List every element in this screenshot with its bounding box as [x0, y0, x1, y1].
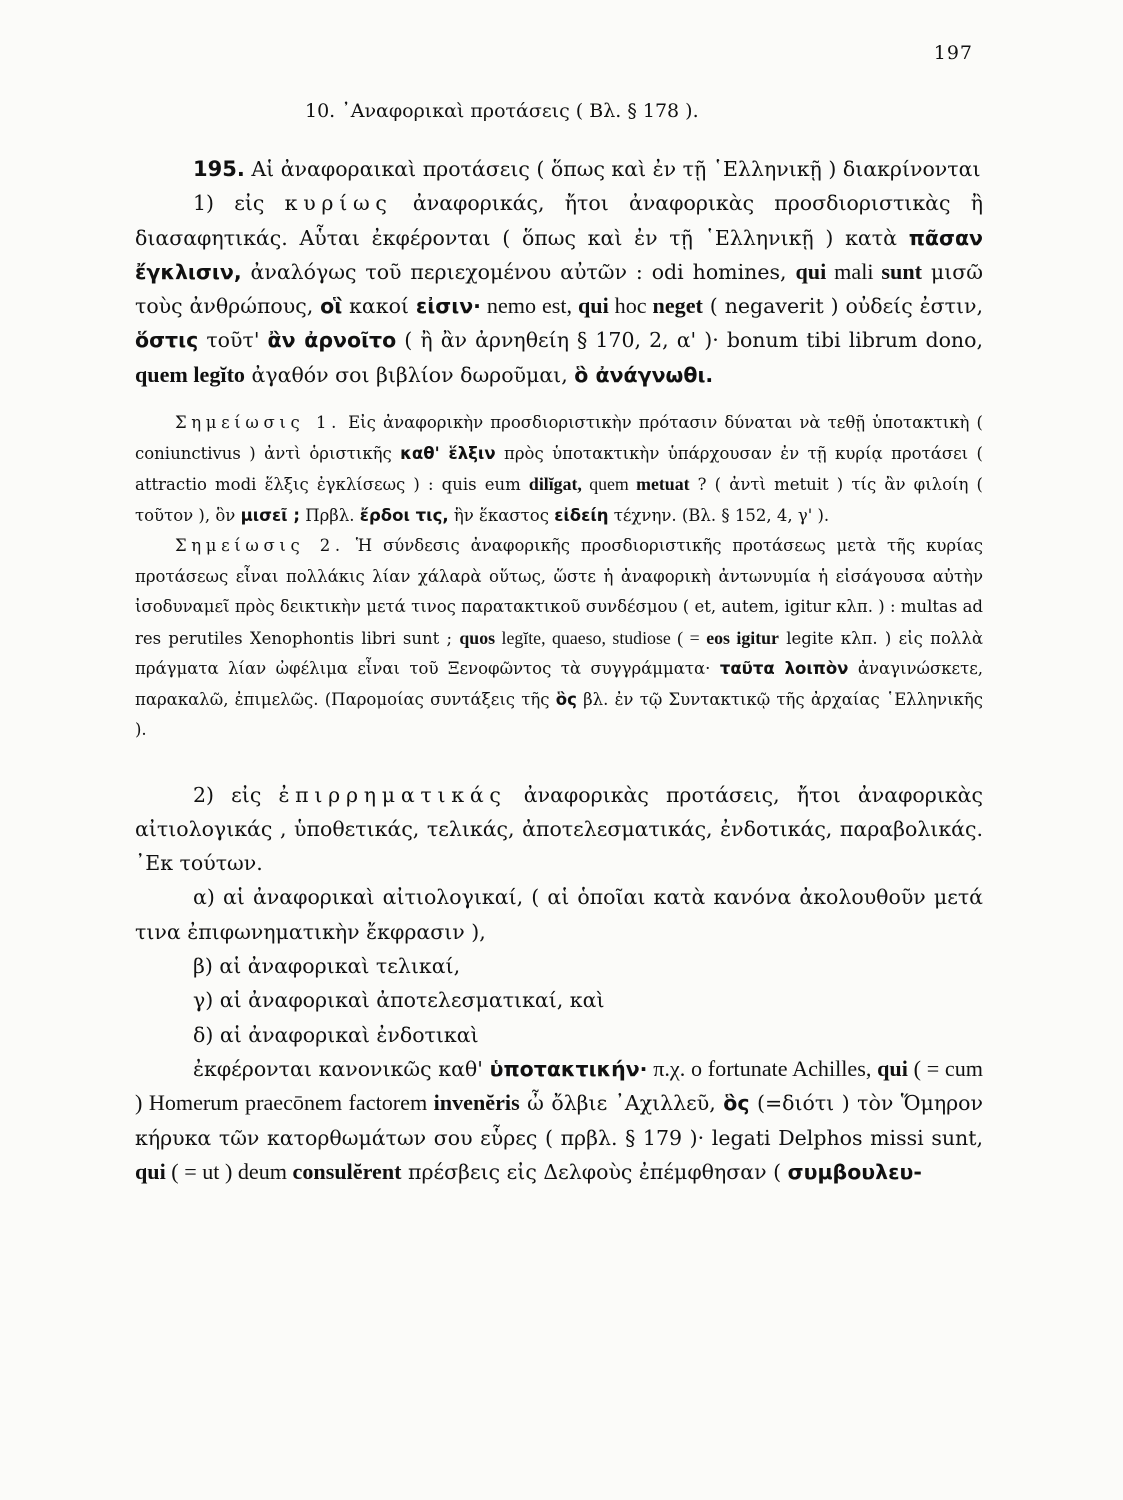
text: quem — [581, 474, 637, 495]
bold-term: συμβουλευ- — [787, 1159, 922, 1184]
text: ? ( ἀντὶ metuit ) τίς ἂν φιλοίη ( τοῦτον ), ὃν — [135, 475, 983, 525]
note-2 — [135, 531, 983, 746]
text: Αἱ ἀναφοραικαὶ προτάσεις ( ὅπως καὶ ἐν τῇ ῾Ελληνικῇ ) διακρίνονται — [244, 157, 981, 181]
text: πρέσβεις εἰς Δελφοὺς ἐπέμφθησαν ( — [401, 1159, 788, 1184]
paragraph-195-item-2 — [135, 778, 983, 881]
bold-term: εἰσιν· — [415, 294, 481, 319]
text: Εἰς ἀναφορικὴν προσδιοριστικὴν πρότασιν δύναται νὰ τεθῇ ὑποτακτικὴ ( coniunctivus ) ἀντὶ ὁριστικῆς — [135, 413, 983, 463]
text: ἣν ἕκαστος — [448, 505, 555, 525]
text: ( = ut ) deum — [165, 1158, 293, 1184]
paragraph-195-part-2 — [135, 778, 983, 1190]
bold-term: qui — [795, 258, 827, 284]
bold-term: ὃ ἀνάγνωθι. — [574, 362, 714, 387]
text: Ἡ σύνδεσις ἀναφορικῆς προσδιοριστικῆς προτάσεως μετὰ τῆς κυρίας προτάσεως εἶναι πολλάκις λίαν χάλαρὰ οὕτως, ὥστε ἡ ἀναφορικὴ ἀντωνυμία ἡ εἰσάγουσα αὐτὴν ἰσοδυναμεῖ πρὸς δεικτικὴν μετά τινος παρατακτικοῦ συνδέσμου ( et, autem, igitur κλπ. ) : multas ad res perutiles Xenophontis libri sunt ; — [135, 536, 983, 648]
text: 1) εἰς — [193, 191, 285, 216]
page-number: 197 — [933, 42, 973, 64]
list-item-beta: β) αἱ ἀναφορικαὶ τελικαί, — [193, 954, 461, 979]
bold-term: quos — [459, 627, 496, 648]
bold-term: ἔρδοι τις, — [359, 505, 449, 525]
paragraph-195-item-1 — [135, 186, 983, 392]
bold-term: consulĕrent — [292, 1158, 402, 1184]
text: ἀναγινώσκετε, παρακαλῶ, ἐπιμελῶς. (Παρομοίας συντάξεις τῆς — [135, 659, 984, 709]
paragraph-195 — [135, 152, 983, 392]
bold-term: πᾶσαν ἔγκλισιν, — [135, 225, 983, 284]
text: ἀναλόγως τοῦ περιεχομένου αὐτῶν : odi homines, — [241, 259, 796, 284]
list-item-alpha: α) αἱ ἀναφορικαὶ αἰτιολογικαί, ( αἱ ὁποῖαι κατὰ κανόνα ἀκολουθοῦν μετά τινα ἐπιφωνηματικὴν ἔκφρασιν ), — [135, 885, 983, 944]
note-1 — [135, 408, 983, 531]
section-heading: 10. ᾿Αναφορικαὶ προτάσεις ( Βλ. § 178 ). — [305, 100, 699, 122]
text: κακοί — [342, 294, 416, 319]
text: Πρβλ. — [299, 505, 360, 525]
bold-term: ἂν ἀρνοῖτο — [267, 328, 397, 353]
text: hoc — [608, 293, 653, 319]
bold-term: qui — [577, 293, 609, 319]
spaced-term: κυρίως — [284, 191, 393, 216]
text: ὦ ὄλβιε ᾿Αχιλλεῦ, — [519, 1091, 724, 1116]
text: ( ἢ ἂν ἀρνηθείη § 170, 2, α' )· bonum tibi librum dono, — [396, 328, 983, 353]
list-item-gamma: γ) αἱ ἀναφορικαὶ ἀποτελεσματικαί, καὶ — [193, 988, 605, 1013]
text: (=διότι ) τὸν Ὅμηρον κήρυκα τῶν κατορθωμάτων σου εὗρες ( πρβλ. § 179 )· legati Delphos missi sunt, — [135, 1091, 983, 1150]
bold-term: eos igitur — [706, 627, 779, 648]
bold-term: εἰδείη — [554, 505, 609, 525]
bold-term: ὅστις — [135, 328, 199, 353]
text: τοῦτ' — [198, 328, 268, 353]
bold-term: ὃς — [555, 689, 577, 709]
page-body — [135, 152, 983, 1189]
text: μισῶ τοὺς ἀνθρώπους, — [135, 259, 984, 319]
text: legite κλπ. ) εἰς πολλὰ πράγματα λίαν ὠφέλιμα εἶναι τοῦ Ξενοφῶντος τὰ συγγράμματα· — [135, 628, 983, 679]
text: τέχνην. (Βλ. § 152, 4, γ' ). — [608, 505, 830, 525]
note-label: Σημείωσις 1. — [175, 413, 342, 433]
bold-term: ὃς — [723, 1091, 750, 1116]
bold-term: οἳ — [320, 294, 343, 319]
bold-term: dilĭgat, — [528, 474, 582, 495]
note-label: Σημείωσις 2. — [175, 536, 345, 556]
notes — [135, 408, 983, 746]
bold-term: quem legĭto — [135, 361, 245, 387]
bold-term: sunt — [881, 258, 923, 284]
text: legĭte, quaeso, studiose ( = — [495, 627, 707, 648]
paragraph-number: 195. — [193, 157, 245, 181]
bold-term: ὑποτακτικήν· — [489, 1056, 648, 1081]
final-paragraph — [135, 1052, 983, 1189]
bold-term: μισεῖ ; — [240, 505, 300, 525]
bold-term: καθ' ἕλξιν — [400, 443, 496, 463]
list-item-delta: δ) αἱ ἀναφορικαὶ ἐνδοτικαὶ — [193, 1022, 479, 1047]
spaced-term: ἐπιρρηματικάς — [278, 782, 507, 807]
text: ( negaverit ) οὐδείς ἐστιν, — [702, 294, 984, 319]
text: ( = cum ) Homerum praecōnem factorem — [135, 1055, 983, 1116]
text: mali — [826, 258, 882, 284]
bold-term: qui — [135, 1158, 166, 1184]
text: 2) εἰς — [193, 782, 279, 807]
text: πρὸς ὑποτακτικὴν ὑπάρχουσαν ἐν τῇ κυρίᾳ προτάσει ( attractio modi ἕλξις ἐγκλίσεως ) : quis eum — [135, 443, 983, 495]
text: ἀγαθόν σοι βιβλίον δωροῦμαι, — [245, 362, 575, 387]
text: βλ. ἐν τῷ Συντακτικῷ τῆς ἀρχαίας ῾Ελληνικῆς ). — [135, 689, 983, 740]
text: nemo est, — [480, 293, 578, 319]
bold-term: qui — [877, 1055, 908, 1081]
text: ἐκφέρονται κανονικῶς καθ' — [193, 1056, 490, 1081]
text: ἀναφορικάς, ἤτοι ἀναφορικὰς προσδιοριστικὰς ἢ διασαφητικάς. Αὗται ἐκφέρονται ( ὅπως καὶ ἐν τῇ ῾Ελληνικῇ ) κατὰ — [135, 191, 983, 250]
text: ἀναφορικὰς προτάσεις, ἤτοι ἀναφορικὰς αἰτιολογικάς , ὑποθετικάς, τελικάς, ἀποτελεσματικάς, ἐνδοτικάς, παραβολικάς. ᾿Εκ τούτων. — [135, 782, 983, 876]
paragraph-195-intro — [135, 152, 983, 186]
bold-term: ταῦτα λοιπὸν — [719, 659, 849, 679]
text: π.χ. o fortunate Achilles, — [647, 1055, 878, 1081]
bold-term: metuat — [636, 474, 690, 495]
bold-term: neget — [652, 293, 703, 319]
bold-term: invenĕris — [433, 1090, 520, 1116]
